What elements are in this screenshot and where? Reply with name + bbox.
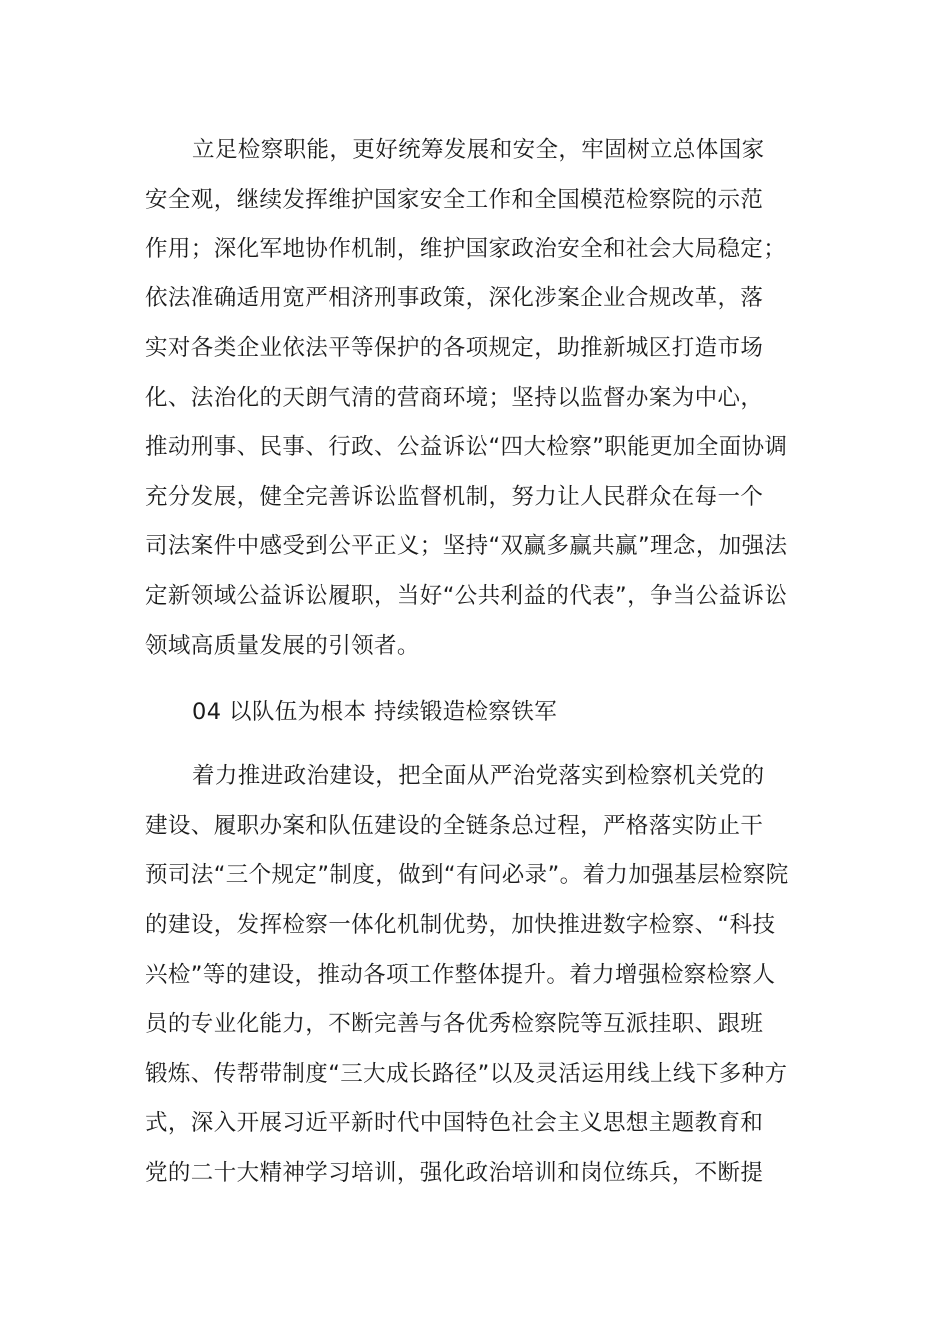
paragraph-line: 立足检察职能，更好统筹发展和安全，牢固树立总体国家 (192, 137, 765, 163)
paragraph-line: 兴检”等的建设，推动各项工作整体提升。着力增强检察检察人 (145, 962, 776, 988)
paragraph-line: 依法准确适用宽严相济刑事政策，深化涉案企业合规改革，落 (145, 285, 764, 311)
section-heading: 04 以队伍为根本 持续锻造检察铁军 (192, 699, 558, 725)
paragraph-line: 预司法“三个规定”制度，做到“有问必录”。着力加强基层检察院 (145, 862, 789, 888)
paragraph-line: 充分发展，健全完善诉讼监督机制，努力让人民群众在每一个 (145, 484, 764, 510)
paragraph-line: 的建设，发挥检察一体化机制优势，加快推进数字检察、“科技 (145, 912, 776, 938)
paragraph-line: 实对各类企业依法平等保护的各项规定，助推新城区打造市场 (145, 335, 764, 361)
paragraph-line: 领域高质量发展的引领者。 (145, 633, 420, 659)
paragraph-line: 式，深入开展习近平新时代中国特色社会主义思想主题教育和 (145, 1110, 764, 1136)
paragraph-line: 化、法治化的天朗气清的营商环境；坚持以监督办案为中心， (145, 385, 764, 411)
paragraph-line: 着力推进政治建设，把全面从严治党落实到检察机关党的 (192, 763, 765, 789)
paragraph-line: 党的二十大精神学习培训，强化政治培训和岗位练兵，不断提 (145, 1160, 764, 1186)
paragraph-line: 作用；深化军地协作机制，维护国家政治安全和社会大局稳定； (145, 236, 787, 262)
paragraph-line: 员的专业化能力，不断完善与各优秀检察院等互派挂职、跟班 (145, 1011, 764, 1037)
paragraph-line: 推动刑事、民事、行政、公益诉讼“四大检察”职能更加全面协调 (145, 434, 788, 460)
paragraph-line: 建设、履职办案和队伍建设的全链条总过程，严格落实防止干 (145, 813, 764, 839)
paragraph-line: 锻炼、传帮带制度“三大成长路径”以及灵活运用线上线下多种方 (145, 1061, 788, 1087)
paragraph-line: 安全观，继续发挥维护国家安全工作和全国模范检察院的示范 (145, 187, 764, 213)
paragraph-line: 定新领域公益诉讼履职，当好“公共利益的代表”，争当公益诉讼 (145, 583, 788, 609)
paragraph-line: 司法案件中感受到公平正义；坚持“双赢多赢共赢”理念，加强法 (145, 533, 788, 559)
